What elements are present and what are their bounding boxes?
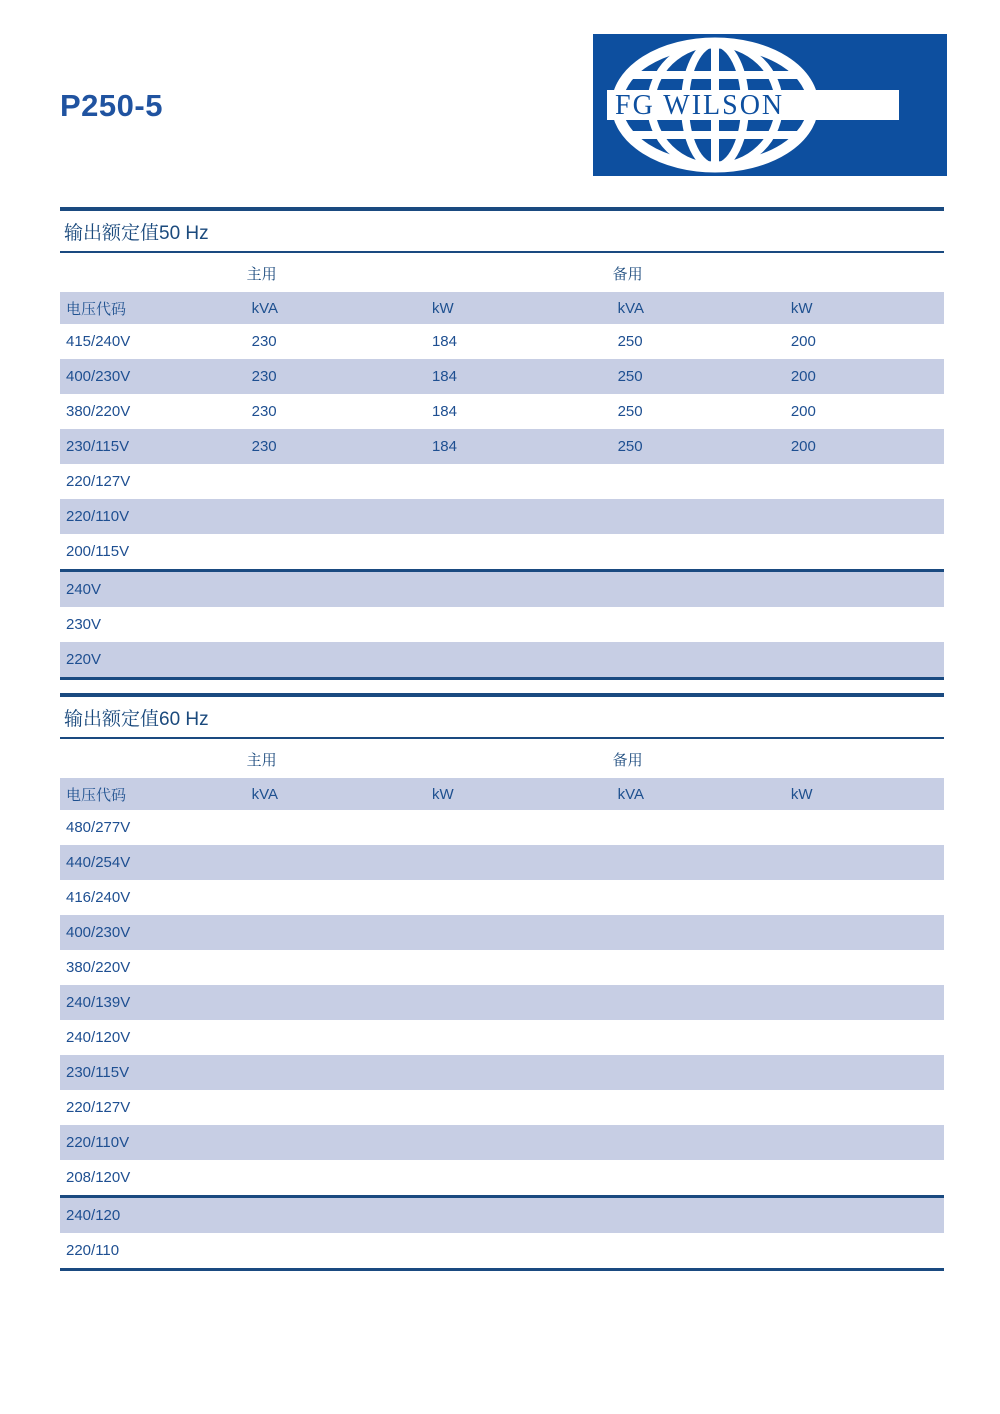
voltage-code-cell: 230V	[66, 616, 102, 633]
rating-value-cell	[246, 880, 426, 915]
fg-wilson-logo	[593, 34, 947, 176]
rating-value-cell	[785, 1233, 944, 1270]
rating-value-cell: 230	[251, 333, 277, 350]
rating-value-cell	[612, 464, 785, 499]
rating-value-cell	[246, 1055, 426, 1090]
rating-value-cell: 200	[790, 333, 816, 350]
rating-value-cell	[246, 642, 426, 679]
rating-value-cell	[612, 915, 785, 950]
column-header-voltage: 电压代码	[60, 778, 246, 810]
table-row	[60, 1233, 944, 1270]
rating-value-cell: 184	[431, 333, 457, 350]
rating-value-cell: 250	[617, 438, 643, 455]
table-row	[60, 915, 944, 950]
voltage-code-cell: 220/110	[66, 1242, 120, 1259]
rating-value-cell	[612, 950, 785, 985]
rating-value-cell	[612, 1233, 785, 1270]
rating-value-cell: 200	[790, 403, 816, 420]
rating-value-cell	[246, 534, 426, 571]
table-row	[60, 499, 944, 534]
rating-value-cell	[426, 880, 612, 915]
rating-value-cell	[246, 1125, 426, 1160]
rating-value-cell	[785, 1125, 944, 1160]
voltage-code-cell: 480/277V	[66, 819, 131, 836]
column-header-row	[60, 292, 944, 324]
table-row	[60, 1160, 944, 1197]
voltage-code-cell: 240/120	[66, 1207, 121, 1224]
rating-value-cell	[426, 1197, 612, 1234]
voltage-code-cell: 220/110V	[66, 1134, 130, 1151]
globe-icon	[593, 34, 947, 176]
voltage-code-cell: 220/127V	[66, 473, 131, 490]
rating-value-cell: 230	[251, 403, 277, 420]
voltage-code-cell: 380/220V	[66, 403, 131, 420]
voltage-code-cell: 220V	[66, 651, 102, 668]
rating-value-cell	[612, 534, 785, 571]
voltage-code-cell: 240/139V	[66, 994, 131, 1011]
rating-value-cell	[246, 571, 426, 608]
group-header-standby: 备用	[612, 266, 643, 283]
rating-value-cell	[246, 950, 426, 985]
rating-value-cell	[785, 985, 944, 1020]
rating-value-cell	[612, 1020, 785, 1055]
table-row	[60, 534, 944, 571]
rating-value-cell	[785, 1020, 944, 1055]
rating-value-cell	[426, 915, 612, 950]
rating-value-cell	[426, 985, 612, 1020]
rating-value-cell	[612, 1055, 785, 1090]
rating-value-cell	[785, 534, 944, 571]
rating-value-cell	[612, 880, 785, 915]
ratings-table-60hz	[60, 741, 944, 1271]
voltage-code-cell: 220/127V	[66, 1099, 131, 1116]
rating-value-cell	[426, 845, 612, 880]
voltage-code-cell: 240V	[66, 581, 102, 598]
rating-value-cell	[246, 1020, 426, 1055]
rating-value-cell: 200	[790, 368, 816, 385]
rating-value-cell	[426, 1020, 612, 1055]
rating-value-cell: 230	[251, 368, 277, 385]
column-header-kva: kVA	[612, 778, 785, 810]
table-row	[60, 394, 944, 429]
rating-value-cell: 200	[790, 438, 816, 455]
table-row	[60, 1125, 944, 1160]
rating-value-cell	[785, 1160, 944, 1197]
rating-value-cell	[426, 499, 612, 534]
rating-value-cell	[246, 985, 426, 1020]
group-header-standby: 备用	[612, 752, 643, 769]
rating-value-cell	[612, 1160, 785, 1197]
voltage-code-cell: 220/110V	[66, 508, 130, 525]
rating-value-cell	[246, 915, 426, 950]
rating-value-cell	[785, 571, 944, 608]
rating-value-cell: 184	[431, 403, 457, 420]
rating-value-cell	[785, 642, 944, 679]
rating-value-cell	[612, 499, 785, 534]
rating-value-cell	[785, 810, 944, 845]
rating-value-cell	[612, 810, 785, 845]
voltage-code-cell: 416/240V	[66, 889, 131, 906]
rating-value-cell	[246, 810, 426, 845]
rating-value-cell: 250	[617, 368, 643, 385]
voltage-code-cell: 230/115V	[66, 438, 130, 455]
table-row	[60, 571, 944, 608]
rating-value-cell	[785, 607, 944, 642]
voltage-code-cell: 440/254V	[66, 854, 131, 871]
rating-value-cell	[612, 1125, 785, 1160]
table-row	[60, 1197, 944, 1234]
logo-wordmark: FG WILSON	[615, 90, 785, 121]
rating-value-cell	[612, 607, 785, 642]
rating-value-cell	[426, 1160, 612, 1197]
table-row	[60, 985, 944, 1020]
rating-value-cell	[612, 571, 785, 608]
group-header-spacer	[60, 255, 246, 292]
rating-value-cell	[246, 1233, 426, 1270]
ratings-table-50hz	[60, 255, 944, 680]
voltage-code-cell: 200/115V	[66, 543, 130, 560]
rating-value-cell	[785, 1197, 944, 1234]
rating-value-cell	[785, 464, 944, 499]
voltage-code-cell: 230/115V	[66, 1064, 130, 1081]
rating-value-cell	[246, 1197, 426, 1234]
rating-value-cell	[785, 845, 944, 880]
column-header-kva: kVA	[246, 292, 426, 324]
rating-value-cell: 250	[617, 333, 643, 350]
rating-value-cell	[426, 950, 612, 985]
section-title-60hz: 输出额定值60 Hz	[60, 693, 944, 739]
column-header-voltage: 电压代码	[60, 292, 246, 324]
rating-value-cell	[426, 1125, 612, 1160]
table-row	[60, 1020, 944, 1055]
column-header-kva: kVA	[612, 292, 785, 324]
table-row	[60, 359, 944, 394]
rating-value-cell	[426, 534, 612, 571]
table-row	[60, 1055, 944, 1090]
rating-value-cell	[785, 880, 944, 915]
rating-value-cell	[785, 915, 944, 950]
rating-value-cell	[612, 985, 785, 1020]
table-row	[60, 1090, 944, 1125]
column-header-kw: kW	[785, 292, 944, 324]
column-header-kw: kW	[785, 778, 944, 810]
table-row	[60, 464, 944, 499]
table-row	[60, 880, 944, 915]
rating-value-cell	[426, 1055, 612, 1090]
table-row	[60, 607, 944, 642]
table-row	[60, 429, 944, 464]
rating-value-cell	[612, 642, 785, 679]
rating-value-cell	[612, 1090, 785, 1125]
voltage-code-cell: 400/230V	[66, 368, 131, 385]
table-row	[60, 845, 944, 880]
rating-value-cell	[246, 845, 426, 880]
group-header-row	[60, 255, 944, 292]
rating-value-cell	[785, 499, 944, 534]
voltage-code-cell: 240/120V	[66, 1029, 131, 1046]
rating-value-cell	[612, 845, 785, 880]
rating-value-cell	[246, 607, 426, 642]
rating-value-cell	[426, 607, 612, 642]
table-row	[60, 810, 944, 845]
section-output-50hz	[60, 207, 944, 680]
section-output-60hz	[60, 693, 944, 1271]
rating-value-cell	[426, 571, 612, 608]
rating-value-cell	[785, 950, 944, 985]
rating-value-cell	[426, 1090, 612, 1125]
voltage-code-cell: 380/220V	[66, 959, 131, 976]
rating-value-cell	[426, 1233, 612, 1270]
rating-value-cell	[426, 642, 612, 679]
table-row	[60, 642, 944, 679]
rating-value-cell	[246, 1160, 426, 1197]
voltage-code-cell: 415/240V	[66, 333, 131, 350]
page-title: P250-5	[60, 88, 163, 123]
group-header-prime: 主用	[246, 266, 277, 283]
rating-value-cell: 184	[431, 368, 457, 385]
column-header-kw: kW	[426, 778, 612, 810]
rating-value-cell: 184	[431, 438, 457, 455]
rating-value-cell: 230	[251, 438, 277, 455]
rating-value-cell: 250	[617, 403, 643, 420]
datasheet-content	[60, 207, 944, 1271]
section-title-50hz: 输出额定值50 Hz	[60, 207, 944, 253]
voltage-code-cell: 208/120V	[66, 1169, 131, 1186]
column-header-row	[60, 778, 944, 810]
voltage-code-cell: 400/230V	[66, 924, 131, 941]
column-header-kw: kW	[426, 292, 612, 324]
rating-value-cell	[426, 810, 612, 845]
rating-value-cell	[246, 499, 426, 534]
group-header-prime: 主用	[246, 752, 277, 769]
column-header-kva: kVA	[246, 778, 426, 810]
rating-value-cell	[785, 1055, 944, 1090]
rating-value-cell	[612, 1197, 785, 1234]
group-header-row	[60, 741, 944, 778]
table-row	[60, 324, 944, 359]
rating-value-cell	[246, 1090, 426, 1125]
group-header-spacer	[60, 741, 246, 778]
rating-value-cell	[785, 1090, 944, 1125]
rating-value-cell	[246, 464, 426, 499]
rating-value-cell	[426, 464, 612, 499]
table-row	[60, 950, 944, 985]
